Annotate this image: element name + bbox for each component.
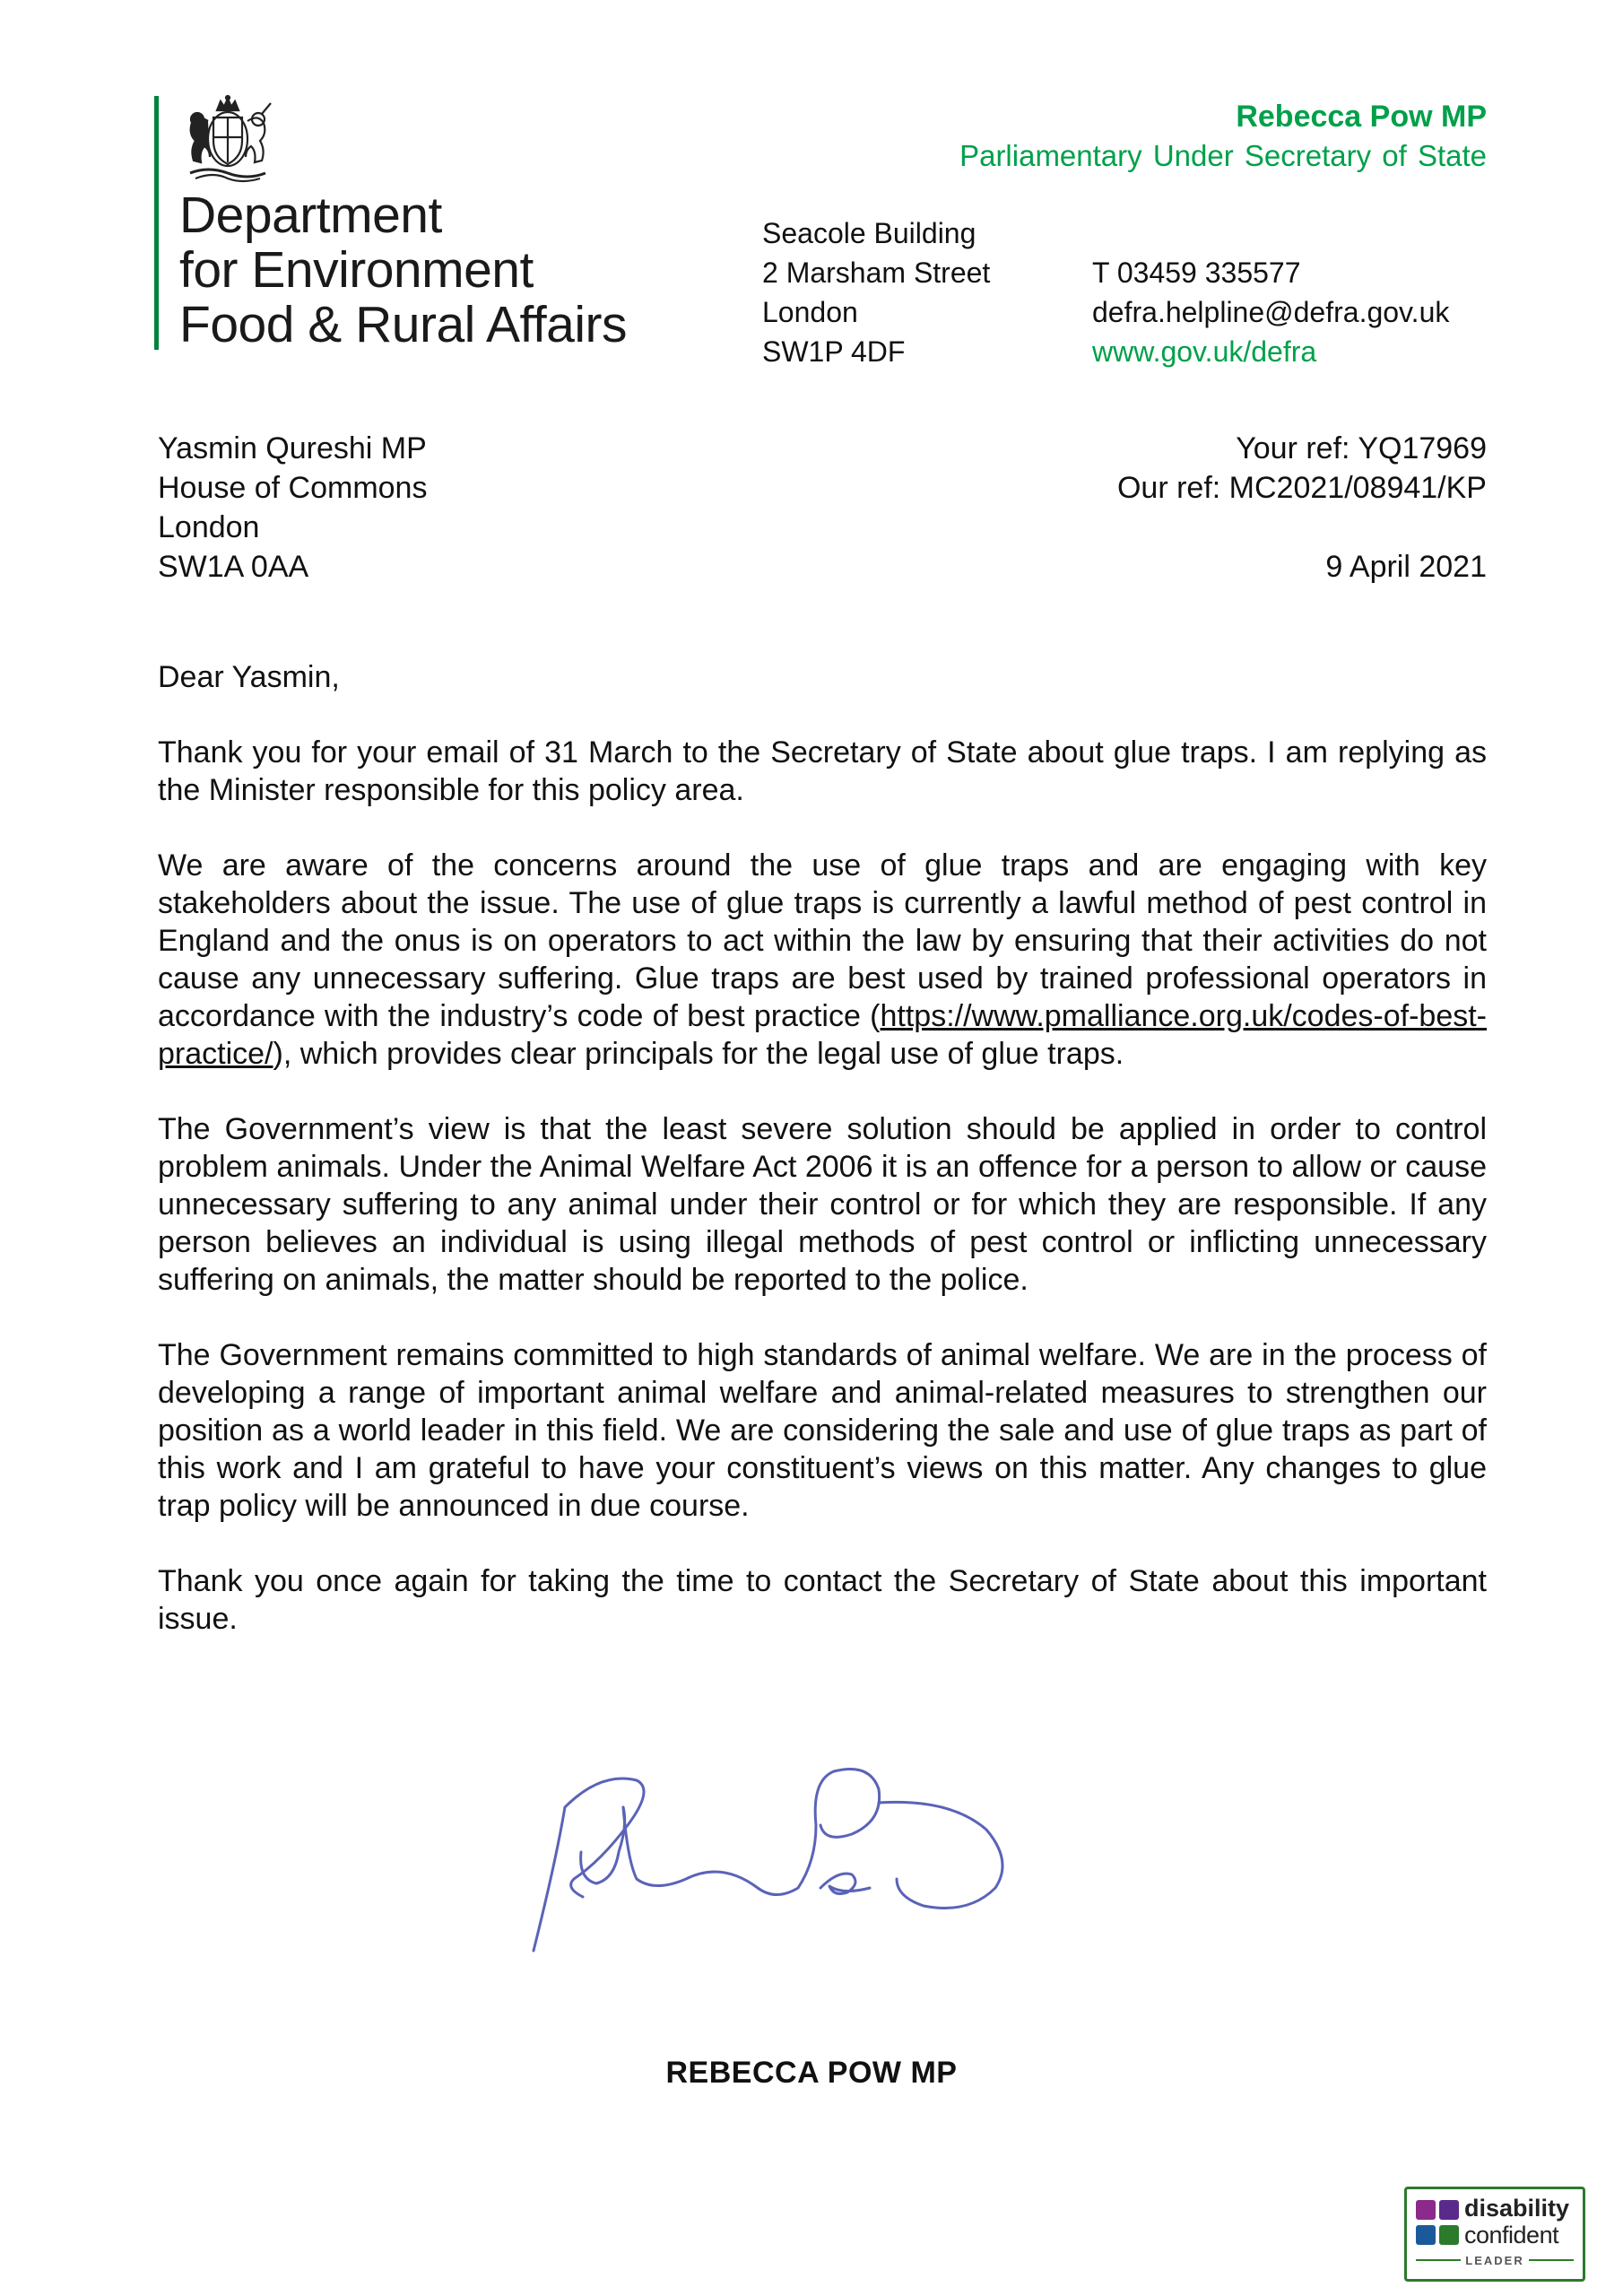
letter-body [158, 658, 1487, 1675]
badge-square-icon [1416, 2200, 1436, 2220]
contact-email[interactable]: defra.helpline@defra.gov.uk [1092, 296, 1450, 328]
badge-square-icon [1416, 2225, 1436, 2245]
recipient-line: SW1A 0AA [158, 550, 309, 584]
minister-name: Rebecca Pow MP [1236, 100, 1487, 134]
address-line: Seacole Building [762, 217, 976, 249]
body-paragraph: The Government’s view is that the least severe solution should be applied in order to control problem animals. Under the Animal Welfare Act 2006 it is an offence for a person to allow or cause unnecessary suffering to any animal under their control or for which they are responsible. If any person believes an individual is using illegal methods of pest control or inflicting unnecessary suffering on animals, the matter should be reported to the police. [158, 1112, 1487, 1297]
signoff-name: REBECCA POW MP [665, 2056, 958, 2090]
department-name-line: Department [179, 187, 442, 244]
department-name-line: for Environment [179, 241, 534, 299]
department-address [762, 213, 990, 371]
body-paragraph [158, 847, 1487, 1073]
badge-word: disability [1464, 2195, 1570, 2222]
minister-title: Parliamentary Under Secretary of State [959, 139, 1487, 172]
body-paragraph: Thank you once again for taking the time to contact the Secretary of State about this important issue. [158, 1564, 1487, 1636]
recipient-address [158, 429, 427, 587]
letter-references [1117, 429, 1487, 587]
body-paragraph: The Government remains committed to high standards of animal welfare. We are in the process of developing a range of important animal welfare and animal-related measures to strengthen our position as a world leader in this field. We are considering the sale and use of glue traps as part of this work and I am grateful to have your constituent’s views on this matter. Any changes to glue trap policy will be announced in due course. [158, 1338, 1487, 1523]
our-reference: Our ref: MC2021/08941/KP [1116, 471, 1487, 505]
badge-level: LEADER [1465, 2254, 1524, 2267]
letter-date: 9 April 2021 [1325, 550, 1487, 584]
handwritten-signature [529, 1753, 1103, 1960]
badge-word: confident [1464, 2222, 1559, 2248]
best-practice-link[interactable]: https://www.pmalliance.org.uk/codes-of-best-practice/ [158, 999, 1487, 1071]
disability-confident-badge [1404, 2187, 1585, 2282]
department-brand-rule [154, 96, 159, 350]
contact-website[interactable]: www.gov.uk/defra [1092, 335, 1317, 368]
address-line: SW1P 4DF [762, 335, 906, 368]
contact-phone: T 03459 335577 [1092, 257, 1301, 289]
badge-square-icon [1439, 2225, 1459, 2245]
recipient-line: House of Commons [158, 471, 428, 505]
address-line: London [762, 296, 858, 328]
recipient-line: Yasmin Qureshi MP [158, 431, 427, 465]
recipient-line: London [158, 510, 260, 544]
minister-header [959, 97, 1487, 176]
department-name-line: Food & Rural Affairs [179, 296, 628, 353]
contact-details [1092, 253, 1449, 371]
badge-square-icon [1439, 2200, 1459, 2220]
body-paragraph: Thank you for your email of 31 March to the Secretary of State about glue traps. I am replying as the Minister responsible for this policy area. [158, 735, 1487, 807]
department-name [179, 188, 627, 352]
address-line: 2 Marsham Street [762, 257, 991, 289]
body-text: ), which provides clear principals for the legal use of glue traps. [273, 1037, 1124, 1071]
royal-coat-of-arms-icon [178, 94, 278, 184]
body-text: We are aware of the concerns around the use of glue traps and are engaging with key stakeholders about the issue. The use of glue traps is currently a lawful method of pest control in England and the onus is on operators to act within the law by ensuring that their activities do not cause any unnecessary suffering. Glue traps are best used by trained professional operators in accordance with the industry’s code of best practice ( [158, 848, 1487, 1033]
salutation: Dear Yasmin, [158, 660, 340, 694]
your-reference: Your ref: YQ17969 [1236, 431, 1487, 465]
